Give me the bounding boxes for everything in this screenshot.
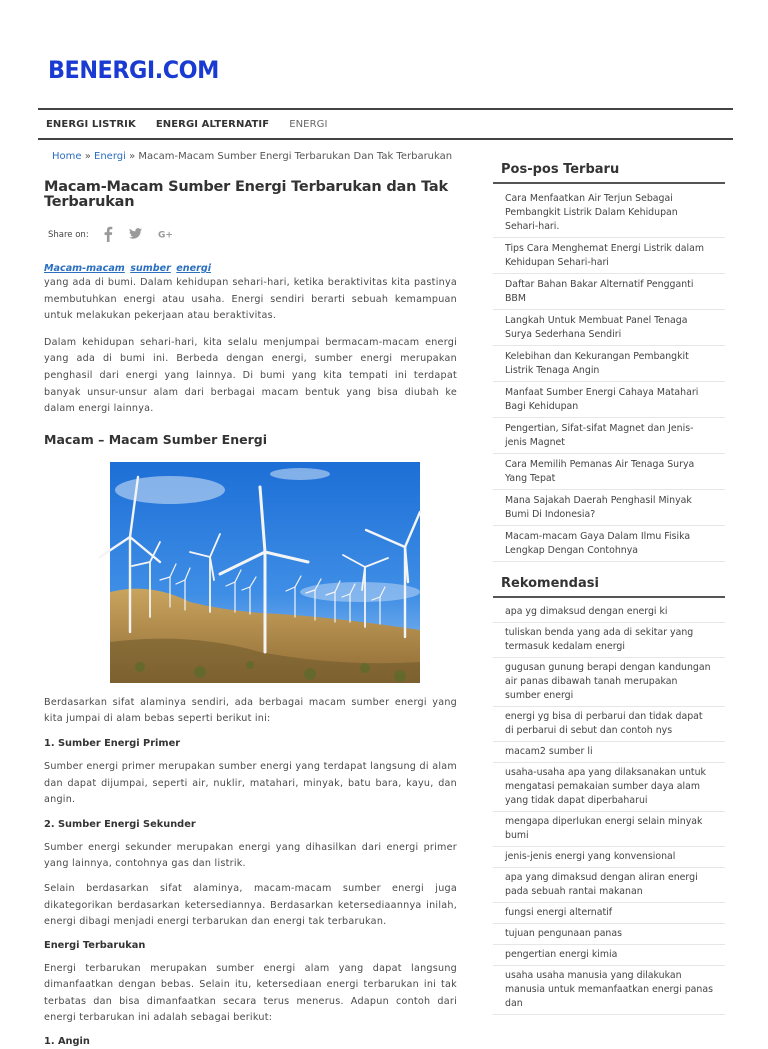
breadcrumb-separator: » (125, 151, 139, 162)
recent-post-link[interactable]: Daftar Bahan Bakar Alternatif Pengganti BBM (493, 274, 725, 310)
section-heading: Macam – Macam Sumber Energi (44, 431, 267, 447)
recommendations-list (493, 602, 725, 1015)
share-label: Share on: (48, 230, 89, 240)
paragraph: Sumber energi sekunder merupakan energi yang dihasilkan dari energi primer yang lainnya, contohnya gas dan listrik. (44, 841, 457, 870)
share-bar (48, 226, 457, 244)
paragraph: Dalam kehidupan sehari-hari, kita selalu menjumpai bermacam-macam energi yang ada di bumi ini. Berbeda dengan energi, sumber energi merupakan penghasil dari energi yang lainnya. Di bumi yang kita tempati ini terdapat banyak unsur-unsur alam dari berbagai macam bentuk yang bisa diubah ke dalam energi lainnya. (44, 336, 457, 415)
paragraph: Sumber energi primer merupakan sumber energi yang terdapat langsung di alam dan dapat dijumpai, seperti air, nuklir, matahari, minyak, batu bara, kayu, dan angin. (44, 760, 457, 806)
site-logo[interactable]: BENERGI.COM (48, 56, 219, 84)
recommendations-title: Rekomendasi (493, 572, 725, 598)
recommendation-link[interactable]: usaha usaha manusia yang dilakukan manusia untuk memanfaatkan energi panas dan (493, 966, 725, 1015)
breadcrumb-home[interactable]: Home (52, 151, 82, 162)
recent-post-link[interactable]: Macam-macam Gaya Dalam Ilmu Fisika Lengkap Dengan Contohnya (493, 526, 725, 562)
nav-energi-alternatif[interactable]: ENERGI ALTERNATIF (155, 118, 270, 130)
google-plus-icon[interactable] (158, 228, 172, 242)
section-heading: 1. Sumber Energi Primer (44, 737, 181, 749)
nav-energi-listrik[interactable]: ENERGI LISTRIK (46, 118, 136, 130)
recent-post-link[interactable]: Tips Cara Menghemat Energi Listrik dalam Kehidupan Sehari-hari (493, 238, 725, 274)
recent-posts-title: Pos-pos Terbaru (493, 158, 725, 184)
recommendation-link[interactable]: jenis-jenis energi yang konvensional (493, 847, 725, 868)
recent-post-link[interactable]: Cara Memilih Pemanas Air Tenaga Surya Yang Tepat (493, 454, 725, 490)
recommendation-link[interactable]: macam2 sumber li (493, 742, 725, 763)
recent-post-link[interactable]: Cara Menfaatkan Air Terjun Sebagai Pembangkit Listrik Dalam Kehidupan Sehari-hari. (493, 188, 725, 238)
first-link-word: energi (176, 263, 211, 274)
section-heading: 1. Angin (44, 1036, 90, 1048)
main-nav (38, 108, 733, 140)
recent-post-link[interactable]: Manfaat Sumber Energi Cahaya Matahari Bagi Kehidupan (493, 382, 725, 418)
recent-post-link[interactable]: Kelebihan dan Kekurangan Pembangkit Listrik Tenaga Angin (493, 346, 725, 382)
section-heading: Energi Terbarukan (44, 939, 146, 951)
facebook-icon[interactable] (103, 226, 113, 245)
article-intro (44, 262, 457, 325)
article-title: Macam-Macam Sumber Energi Terbarukan dan Tak Terbarukan (44, 179, 448, 210)
paragraph: Selain berdasarkan sifat alaminya, macam-macam sumber energi juga dikategorikan berdasarkan ketersediannya. Berdasarkan ketersediaannya inilah, energi dibagi menjadi energi terbarukan dan energi tak terbarukan. (44, 882, 457, 928)
recommendation-link[interactable]: usaha-usaha apa yang dilaksanakan untuk mengatasi pemakaian sumber daya alam yang tidak dapat diperbaharui (493, 763, 725, 812)
recommendation-link[interactable]: energi yg bisa di perbarui dan tidak dapat di perbarui di sebut dan contoh nys (493, 707, 725, 742)
first-link-word: sumber (130, 263, 171, 274)
first-link-word: Macam-macam (44, 263, 125, 274)
paragraph: Energi terbarukan merupakan sumber energi alam yang dapat langsung dimanfaatkan dengan bebas. Selain itu, ketersediaan energi terbarukan ini tak terbatas dan bisa dimanfaatkan secara terus menerus. Adapun contoh dari energi terbarukan ini adalah sebagai berikut: (44, 962, 457, 1024)
recommendation-link[interactable]: apa yg dimaksud dengan energi ki (493, 602, 725, 623)
recent-posts-list (493, 188, 725, 562)
recommendation-link[interactable]: tujuan pengunaan panas (493, 924, 725, 945)
sidebar (493, 158, 725, 1015)
svg-text:G+: G+ (157, 230, 173, 241)
twitter-icon[interactable] (129, 228, 142, 242)
breadcrumb-separator: » (81, 151, 95, 162)
breadcrumb (52, 150, 457, 164)
wind-turbines-image (110, 462, 420, 683)
paragraph: Berdasarkan sifat alaminya sendiri, ada berbagai macam sumber energi yang kita jumpai di alam bebas seperti berikut ini: (44, 696, 457, 725)
nav-energi[interactable]: ENERGI (289, 118, 328, 130)
article (44, 150, 457, 1049)
recent-post-link[interactable]: Mana Sajakah Daerah Penghasil Minyak Bumi Di Indonesia? (493, 490, 725, 526)
recent-post-link[interactable]: Langkah Untuk Membuat Panel Tenaga Surya Sederhana Sendiri (493, 310, 725, 346)
article-first-link[interactable] (44, 262, 211, 275)
section-heading: 2. Sumber Energi Sekunder (44, 818, 196, 830)
recommendation-link[interactable]: tuliskan benda yang ada di sekitar yang termasuk kedalam energi (493, 623, 725, 658)
breadcrumb-category[interactable]: Energi (94, 151, 126, 162)
recommendation-link[interactable]: apa yang dimaksud dengan aliran energi pada sebuah rantai makanan (493, 868, 725, 903)
recommendation-link[interactable]: fungsi energi alternatif (493, 903, 725, 924)
recommendation-link[interactable]: pengertian energi kimia (493, 945, 725, 966)
paragraph: yang ada di bumi. Dalam kehidupan sehari-hari, ketika beraktivitas kita pastinya membutuhkan energi atau usaha. Energi sendiri berarti sebuah kemampuan untuk melakukan pekerjaan atau beraktivitas. (44, 277, 457, 322)
breadcrumb-current: Macam-Macam Sumber Energi Terbarukan Dan Tak Terbarukan (138, 151, 453, 162)
recommendation-link[interactable]: gugusan gunung berapi dengan kandungan air panas dibawah tanah merupakan sumber energi (493, 658, 725, 707)
recent-post-link[interactable]: Pengertian, Sifat-sifat Magnet dan Jenis-jenis Magnet (493, 418, 725, 454)
recommendation-link[interactable]: mengapa diperlukan energi selain minyak bumi (493, 812, 725, 847)
